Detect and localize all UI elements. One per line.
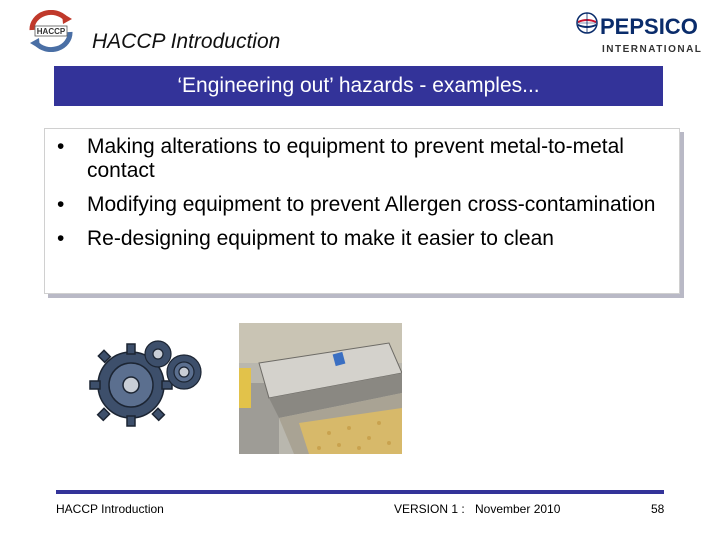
- bullet-text: Re-designing equipment to make it easier to clean: [87, 227, 554, 250]
- footer-title: HACCP Introduction: [56, 502, 164, 516]
- page-number: 58: [651, 502, 665, 516]
- slide-title-banner: [54, 66, 663, 106]
- gears-icon: [86, 330, 210, 440]
- footer-date: November 2010: [475, 502, 561, 516]
- bullet-text: Modifying equipment to prevent Allergen cross-contamination: [87, 193, 656, 216]
- bullet-item: [55, 135, 665, 183]
- bullet-dot: •: [57, 193, 65, 216]
- bullet-item: [55, 193, 665, 217]
- conveyor-photo: [239, 323, 402, 454]
- bullet-list: [55, 135, 665, 261]
- header-title: HACCP Introduction: [92, 30, 281, 53]
- haccp-logo-text: HACCP: [36, 27, 66, 36]
- pepsico-globe-icon: [576, 12, 598, 34]
- bullet-item: [55, 227, 665, 251]
- pepsico-subtitle: INTERNATIONAL: [602, 44, 703, 55]
- bullet-text: Making alterations to equipment to prevent metal-to-metal contact: [87, 135, 624, 182]
- footer-version: VERSION 1 :: [394, 502, 465, 516]
- bullet-dot: •: [57, 135, 65, 158]
- content-box: [44, 128, 680, 294]
- pepsico-wordmark: PEPSICO: [600, 14, 698, 39]
- bullet-dot: •: [57, 227, 65, 250]
- slide-title: ‘Engineering out’ hazards - examples...: [177, 74, 540, 97]
- footer-rule: [56, 490, 664, 494]
- haccp-logo: [26, 10, 76, 52]
- pepsico-logo: [574, 8, 702, 60]
